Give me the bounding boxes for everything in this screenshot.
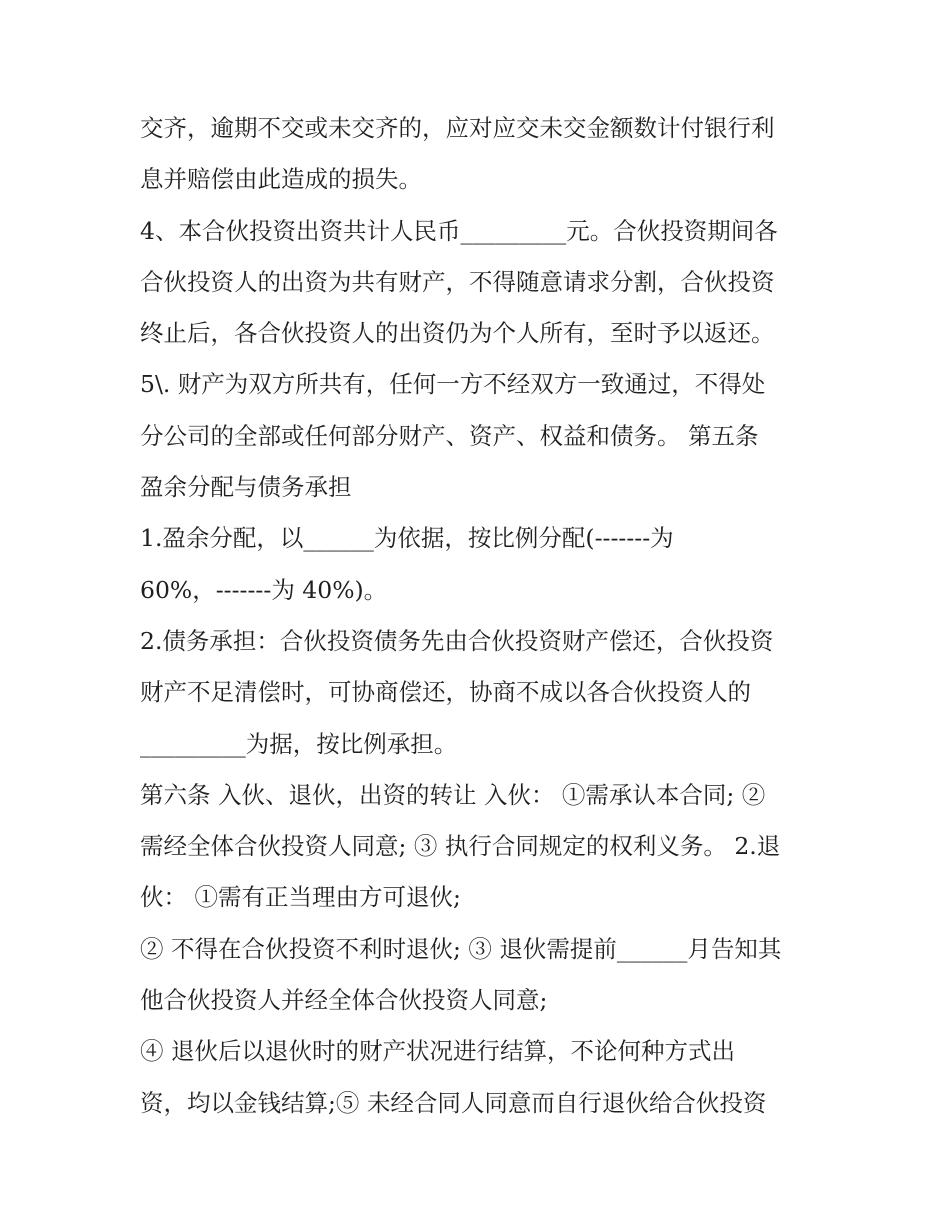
text-line: 需经全体合伙投资人同意; ③ 执行合同规定的权利义务。 2.退 [140, 832, 781, 861]
text-line: 1.盈余分配，以______为依据，按比例分配(-------为 [140, 524, 674, 553]
section-heading-line: 盈余分配与债务承担 [140, 473, 352, 502]
text-line: 财产不足清偿时，可协商偿还，协商不成以各合伙投资人的 [140, 678, 751, 707]
text-line: 2.债务承担：合伙投资债务先由合伙投资财产偿还，合伙投资 [140, 626, 774, 655]
text-line: 资，均以金钱结算;⑤ 未经合同人同意而自行退伙给合伙投资 [140, 1088, 767, 1117]
text-line: 息并赔偿由此造成的损失。 [140, 165, 422, 194]
text-line: ② 不得在合伙投资不利时退伙; ③ 退伙需提前______月告知其 [140, 934, 782, 963]
text-line: 60%，-------为 40%)。 [140, 575, 388, 604]
contract-text-body [140, 103, 830, 1129]
text-line: 他合伙投资人并经全体合伙投资人同意; [140, 986, 548, 1015]
text-line: 交齐，逾期不交或未交齐的，应对应交未交金额数计付银行利 [140, 114, 775, 142]
text-line: 5\. 财产为双方所共有，任何一方不经双方一致通过，不得处 [140, 370, 766, 399]
text-line: 第六条 入伙、退伙，出资的转让 入伙： ①需承认本合同; ② [140, 780, 766, 809]
text-line: ④ 退伙后以退伙时的财产状况进行结算，不论何种方式出 [140, 1037, 735, 1066]
text-line: _________为据，按比例承担。 [140, 729, 458, 758]
text-line: 4、本合伙投资出资共计人民币_________元。合伙投资期间各 [140, 216, 778, 245]
text-line: 伙： ①需有正当理由方可退伙; [140, 883, 461, 912]
text-line: 合伙投资人的出资为共有财产，不得随意请求分割，合伙投资 [140, 267, 775, 296]
text-line: 终止后，各合伙投资人的出资仍为个人所有，至时予以返还。 [140, 319, 775, 348]
text-line: 分公司的全部或任何部分财产、资产、权益和债务。 第五条 [140, 421, 759, 450]
